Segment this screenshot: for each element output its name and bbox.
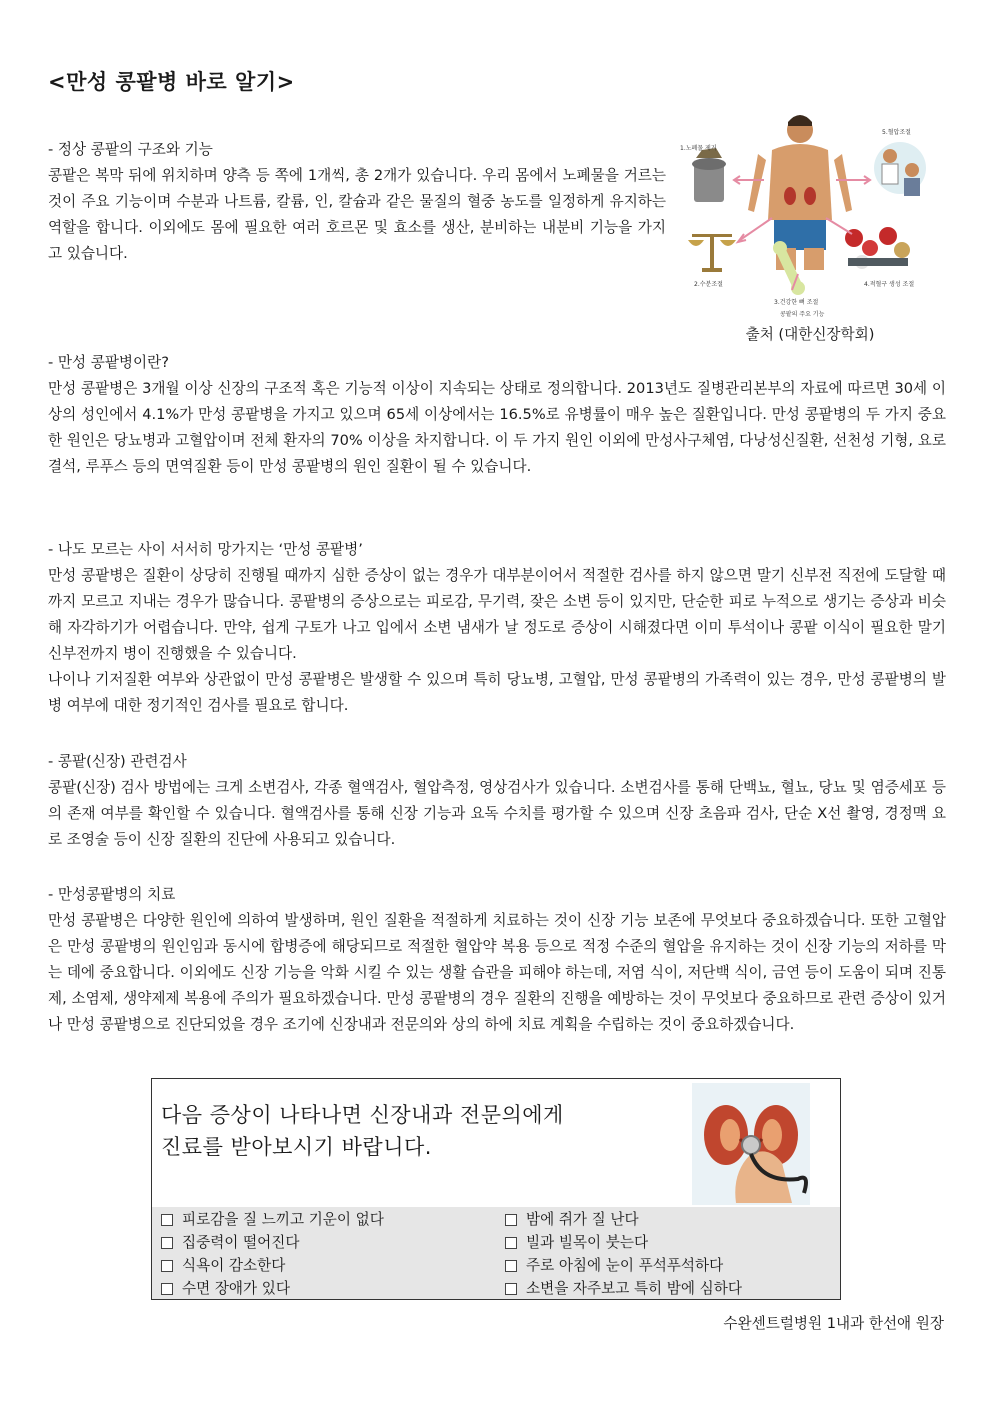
symptom-item: 수면 장애가 있다	[161, 1277, 290, 1300]
section-body: 만성 콩팥병은 다양한 원인에 의하여 발생하며, 원인 질환을 적절하게 치료하는 것이 신장 기능 보존에 무엇보다 중요하겠습니다. 또한 고혈압은 만성 콩팥병의 원인임과 동시에 합병증에 해당되므로 적절한 혈압약 복용 등으로 적정 수준의 혈압을 유지하는 것이 신장 기능의 저하를 막는 데에 중요합니다. 이외에도 신장 기능을 악화 시킬 수 있는 생활 습관을 피해야 하는데, 저염 식이, 저단백 식이, 금연 등이 도움이 되며 진통제, 소염제, 생약제제 복용에 주의가 필요하겠습니다. 만성 콩팥병의 경우 질환의 진행을 예방하는 것이 무엇보다 중요하므로 관련 증상이 있거나 만성 콩팥병으로 진단되었을 경우 조기에 신장내과 전문의와 상의 하에 치료 계획을 수립하는 것이 중요하겠습니다.	[48, 912, 946, 1033]
figure-person-illustration	[748, 115, 852, 270]
section-body: 만성 콩팥병은 3개월 이상 신장의 구조적 혹은 기능적 이상이 지속되는 상태로 정의합니다. 2013년도 질병관리본부의 자료에 따르면 30세 이상의 성인에서 4.1%가 만성 콩팥병을 가지고 있으며 65세 이상에서는 16.5%로 유병률이 매우 높은 질환입니다. 만성 콩팥병의 두 가지 중요한 원인은 당뇨병과 고혈압이며 전체 환자의 70% 이상을 차지합니다. 이 두 가지 원인 이외에 만성사구체염, 다낭성신질환, 선천성 기형, 요로 결석, 루푸스 등의 면역질환 등이 만성 콩팥병의 원인 질환이 될 수 있습니다.	[48, 380, 946, 475]
checkbox-icon	[161, 1260, 173, 1272]
section-body: 콩팥은 복막 뒤에 위치하며 양측 등 쪽에 1개씩, 총 2개가 있습니다. 우리 몸에서 노폐물을 거르는 것이 주요 기능이며 수분과 나트륨, 칼륨, 인, 칼슘과 같은 물질의 혈중 농도를 일정하게 유지하는 역할을 합니다. 이외에도 몸에 필요한 여러 호르몬 및 효소를 생산, 분비하는 내분비 기능을 가지고 있습니다.	[48, 167, 666, 262]
checkbox-icon	[505, 1237, 517, 1249]
figure-water-balance	[688, 234, 736, 272]
section-body: 콩팥(신장) 검사 방법에는 크게 소변검사, 각종 혈액검사, 혈압측정, 영상검사가 있습니다. 소변검사를 통해 단백뇨, 혈뇨, 당뇨 및 염증세포 등의 존재 여부를 확인할 수 있습니다. 혈액검사를 통해 신장 기능과 요독 수치를 평가할 수 있으며 신장 초음파 검사, 단순 X선 촬영, 경정맥 요로 조영술 등이 신장 질환의 진단에 사용되고 있습니다.	[48, 779, 946, 848]
callout-message	[161, 1099, 564, 1163]
symptom-item: 밤에 쥐가 질 난다	[505, 1208, 639, 1231]
kidney-stethoscope-image	[692, 1083, 810, 1205]
callout-header	[152, 1079, 840, 1207]
section-silent-progression	[48, 537, 946, 719]
checkbox-icon	[161, 1214, 173, 1226]
callout-line-2: 진료를 받아보시기 바랍니다.	[161, 1135, 432, 1159]
section-heading: - 만성콩팥병의 치료	[48, 886, 176, 903]
section-heading: - 정상 콩팥의 구조와 기능	[48, 141, 213, 158]
figure-label-4: 4.적혈구 생성 조절	[864, 281, 915, 288]
figure-label-5: 5.혈압조절	[882, 129, 911, 136]
section-treatment	[48, 882, 946, 1038]
figure-caption: 출처 (대한신장학회)	[745, 326, 875, 343]
symptom-checklist	[152, 1207, 840, 1299]
figure-label-2: 2.수분조절	[694, 281, 723, 288]
figure-blood-pressure	[874, 142, 926, 196]
checkbox-icon	[505, 1260, 517, 1272]
symptom-item: 주로 아침에 눈이 푸석푸석하다	[505, 1254, 723, 1277]
checkbox-icon	[161, 1283, 173, 1295]
section-normal-kidney	[48, 137, 666, 267]
checkbox-icon	[161, 1237, 173, 1249]
symptom-item: 피로감을 질 느끼고 기운이 없다	[161, 1208, 384, 1231]
section-body-2: 나이나 기저질환 여부와 상관없이 만성 콩팥병은 발생할 수 있으며 특히 당뇨병, 고혈압, 만성 콩팥병의 가족력이 있는 경우, 만성 콩팥병의 발병 여부에 대한 정기적인 검사를 필요로 합니다.	[48, 671, 946, 714]
symptom-item: 빌과 빌목이 붓는다	[505, 1231, 648, 1254]
symptom-item: 소변을 자주보고 특히 밤에 심하다	[505, 1277, 742, 1300]
figure-blood-cells	[845, 227, 910, 269]
checkbox-icon	[505, 1214, 517, 1226]
author-signature: 수완센트럴병원 1내과 한선애 원장	[723, 1315, 944, 1332]
symptom-callout-box	[151, 1078, 841, 1300]
section-heading: - 콩팥(신장) 관련검사	[48, 753, 187, 770]
kidney-function-figure	[676, 110, 944, 330]
symptom-item: 집중력이 떨어진다	[161, 1231, 299, 1254]
checkbox-icon	[505, 1283, 517, 1295]
section-heading: - 나도 모르는 사이 서서히 망가지는 ‘만성 콩팥병’	[48, 541, 363, 558]
symptom-item: 식욕이 감소한다	[161, 1254, 285, 1277]
callout-line-1: 다음 증상이 나타나면 신장내과 전문의에게	[161, 1103, 564, 1127]
figure-waste-removal	[692, 148, 726, 202]
section-body: 만성 콩팥병은 질환이 상당히 진행될 때까지 심한 증상이 없는 경우가 대부분이어서 적절한 검사를 하지 않으면 말기 신부전 직전에 도달할 때까지 모르고 지내는 경우가 많습니다. 콩팥병의 증상으로는 피로감, 무기력, 잦은 소변 등이 있지만, 단순한 피로 누적으로 생기는 증상과 비슷해 자각하기가 어렵습니다. 만약, 쉽게 구토가 나고 입에서 소변 냄새가 날 정도로 증상이 시해졌다면 이미 투석이나 콩팥 이식이 필요한 말기 신부전까지 병이 진행했을 수 있습니다.	[48, 567, 946, 662]
section-kidney-tests	[48, 749, 946, 853]
figure-label-1: 1.노폐물 제거	[680, 145, 717, 152]
section-heading: - 만성 콩팥병이란?	[48, 354, 169, 371]
figure-sub-label: 콩팥의 주요 기능	[780, 311, 825, 318]
section-ckd-definition	[48, 350, 946, 480]
figure-label-3: 3.건강한 뼈 조절	[774, 299, 819, 306]
page-title: <만성 콩팥병 바로 알기>	[48, 70, 295, 94]
